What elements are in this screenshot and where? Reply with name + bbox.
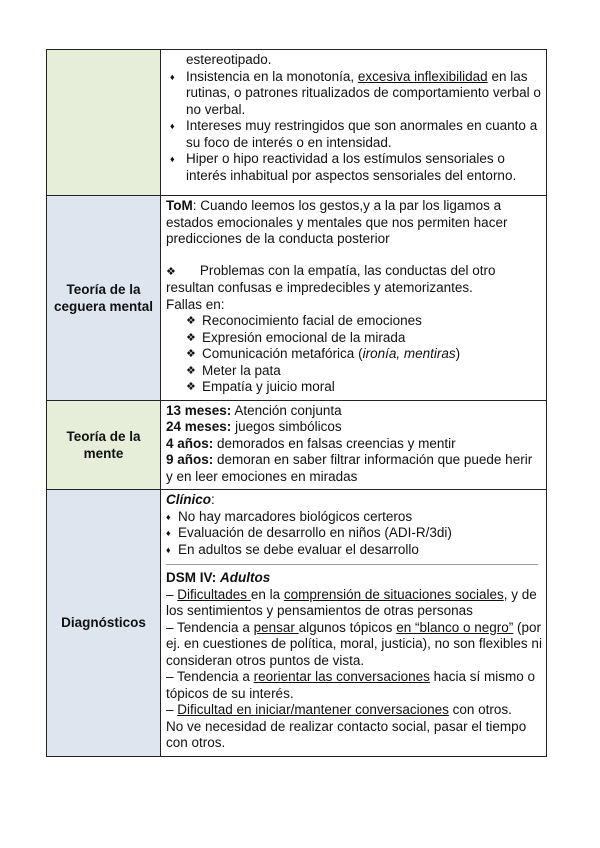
dsm-item (166, 587, 542, 620)
italic-text: ironía, mentiras (362, 346, 456, 361)
text: Adultos (220, 570, 271, 585)
list-item: ♦ En adultos se debe evaluar el desarrollo (166, 542, 542, 559)
list-item: ❖ Meter la pata (166, 363, 542, 380)
list-item: ❖ Empatía y juicio moral (166, 379, 542, 396)
age-label: 24 meses: (166, 419, 232, 434)
underlined-text: pensar (253, 619, 299, 635)
content-table (46, 49, 547, 757)
text: ) (455, 346, 461, 361)
row-content (161, 196, 547, 401)
text: – (166, 702, 178, 717)
text: hacia sí mismo o tópicos de su interés. (166, 669, 535, 701)
text: – (166, 586, 178, 602)
table-row (47, 196, 547, 401)
text: en las rutinas, o patrones ritualizados de comportamiento verbal o no verbal. (186, 68, 541, 117)
tom-term: ToM (166, 198, 193, 213)
underlined-text: en “blanco o negro” (396, 619, 514, 635)
text: (por ej. en cuestiones de política, moral, justicia), no son flexibles ni consideran otros puntos de vista. (166, 619, 542, 668)
table-row (47, 400, 547, 490)
text: en la (250, 586, 284, 602)
list-item: ❖ Reconocimiento facial de emociones (166, 313, 542, 330)
list-item (166, 403, 542, 420)
dsm-heading (166, 570, 542, 587)
row-label: Teoría de la mente (47, 400, 161, 490)
text: Problemas con la empatía, las conductas del otro resultan confusas e impredecibles y atemorizantes. (166, 262, 496, 295)
text: DSM IV: (166, 570, 221, 585)
underlined-text: Dificultades (177, 586, 251, 602)
text: Insistencia en la monotonía, (186, 68, 358, 84)
text: demoran en saber filtrar información que puede herir y en leer emociones en miradas (166, 452, 533, 484)
age-label: 9 años: (166, 452, 214, 467)
list-item (166, 69, 542, 119)
list-item: ♦ Hiper o hipo reactividad a los estímulos sensoriales o interés inhabitual por aspectos sensoriales del entorno. (166, 151, 542, 184)
text: : (211, 492, 215, 507)
text: Clínico (166, 492, 212, 507)
row-content (161, 50, 547, 196)
row-content (161, 490, 547, 757)
text: demorados en falsas creencias y mentir (213, 435, 456, 451)
divider (166, 564, 538, 565)
text: , y de los sentimientos y pensamientos de otras personas (166, 586, 537, 618)
text: Atención conjunta (231, 402, 342, 418)
age-label: 13 meses: (166, 402, 232, 418)
table-row (47, 490, 547, 757)
dsm-item (166, 702, 542, 719)
text: – Tendencia a (166, 669, 254, 684)
text: algunos tópicos (298, 619, 397, 635)
dsm-item (166, 620, 542, 670)
text: : Cuando leemos los gestos,y a la par los ligamos a estados emocionales y mentales que nos permiten hacer predicciones de la conducta posterior (166, 198, 508, 246)
age-label: 4 años: (166, 435, 214, 451)
text: juegos simbólicos (231, 419, 342, 434)
diamond-icon: ❖ (166, 265, 176, 278)
empathy-paragraph (166, 263, 542, 297)
row-label: Teoría de la ceguera mental (47, 196, 161, 401)
underlined-text: excesiva inflexibilidad (357, 68, 488, 84)
row-label: Diagnósticos (47, 490, 161, 757)
text: Comunicación metafórica ( (202, 346, 363, 361)
underlined-text: comprensión de situaciones sociales (283, 586, 504, 602)
list-item: ♦ No hay marcadores biológicos certeros (166, 509, 542, 526)
dsm-item (166, 669, 542, 702)
list-item: ♦ Evaluación de desarrollo en niños (ADI-R/3di) (166, 525, 542, 542)
table-row (47, 50, 547, 196)
list-item (166, 346, 542, 363)
text: – Tendencia a (166, 619, 254, 635)
list-item (166, 419, 542, 436)
tom-paragraph (166, 198, 542, 248)
underlined-text: Dificultad en iniciar/mantener conversaciones (177, 702, 449, 717)
list-item: ♦ Intereses muy restringidos que son anormales en cuanto a su foco de interés o en intensidad. (166, 118, 542, 151)
dsm-item: No ve necesidad de realizar contacto social, pasar el tiempo con otros. (166, 718, 527, 750)
list-item (166, 452, 542, 485)
row-content (161, 400, 547, 490)
clinico-heading (166, 492, 542, 509)
text: con otros. (448, 702, 512, 717)
fallas-label: Fallas en: (166, 296, 225, 312)
list-item (166, 436, 542, 453)
continuation-text: estereotipado. (186, 52, 272, 67)
list-item: ❖ Expresión emocional de la mirada (166, 330, 542, 347)
row-label-empty (47, 50, 161, 196)
underlined-text: reorientar las conversaciones (253, 669, 430, 684)
